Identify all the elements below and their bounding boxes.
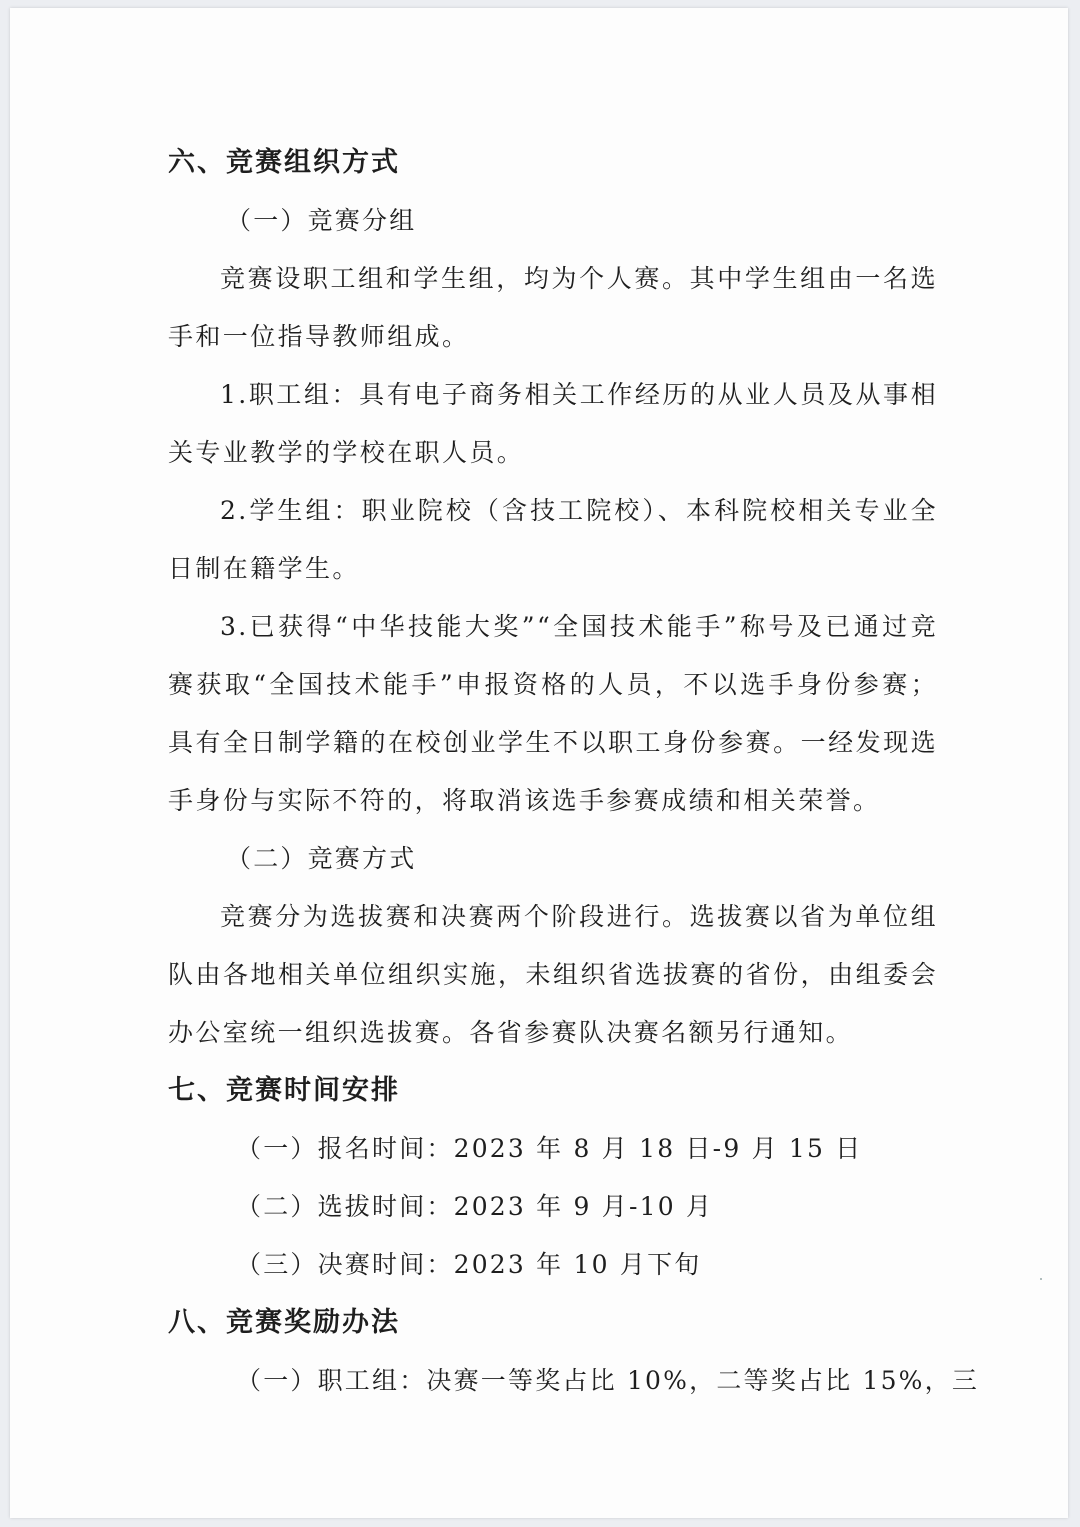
schedule-registration: （一）报名时间：2023 年 8 月 18 日-9 月 15 日 bbox=[236, 1134, 863, 1163]
document-body bbox=[168, 134, 980, 1410]
schedule-final: （三）决赛时间：2023 年 10 月下旬 bbox=[236, 1250, 702, 1279]
section-heading-8: 八、竞赛奖励办法 bbox=[168, 1307, 400, 1338]
paragraph-student-group: 2.学生组：职业院校（含技工院校）、本科院校相关专业全日制在籍学生。 bbox=[168, 496, 938, 583]
section-heading-6: 六、竞赛组织方式 bbox=[168, 147, 400, 178]
paragraph-eligibility: 3.已获得“中华技能大奖”“全国技术能手”称号及已通过竞赛获取“全国技术能手”申报资格的人员，不以选手身份参赛；具有全日制学籍的在校创业学生不以职工身份参赛。一经发现选手身份与实际不符的，将取消该选手参赛成绩和相关荣誉。 bbox=[168, 612, 938, 815]
paragraph-staff-group: 1.职工组：具有电子商务相关工作经历的从业人员及从事相关专业教学的学校在职人员。 bbox=[168, 380, 938, 467]
document-page bbox=[10, 8, 1068, 1518]
schedule-selection: （二）选拔时间：2023 年 9 月-10 月 bbox=[236, 1192, 714, 1221]
paragraph-competition-method: 竞赛分为选拔赛和决赛两个阶段进行。选拔赛以省为单位组队由各地相关单位组织实施，未组织省选拔赛的省份，由组委会办公室统一组织选拔赛。各省参赛队决赛名额另行通知。 bbox=[168, 902, 938, 1047]
award-staff-group: （一）职工组：决赛一等奖占比 10%，二等奖占比 15%，三 bbox=[236, 1366, 980, 1395]
subheading-competition-groups: （一）竞赛分组 bbox=[226, 206, 417, 235]
subheading-competition-method: （二）竞赛方式 bbox=[226, 844, 417, 873]
scan-speck bbox=[1040, 1278, 1042, 1280]
paragraph-groups-overview: 竞赛设职工组和学生组，均为个人赛。其中学生组由一名选手和一位指导教师组成。 bbox=[168, 264, 938, 351]
section-heading-7: 七、竞赛时间安排 bbox=[168, 1075, 400, 1106]
